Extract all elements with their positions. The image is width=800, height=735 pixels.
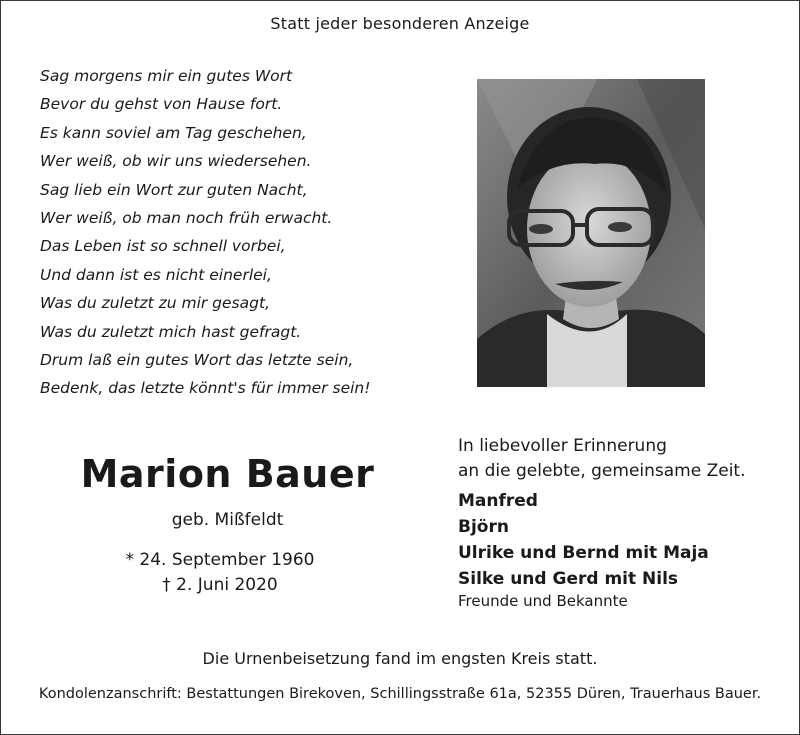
poem-line: Bevor du gehst von Hause fort.	[40, 95, 283, 114]
portrait-illustration	[477, 79, 705, 387]
birth-date: * 24. September 1960	[125, 550, 315, 570]
memory-line: an die gelebte, gemeinsame Zeit.	[458, 461, 746, 481]
poem-line: Bedenk, das letzte könnt's für immer sein!	[40, 379, 371, 398]
poem-line: Was du zuletzt zu mir gesagt,	[40, 294, 270, 313]
poem-line: Wer weiß, ob wir uns wiedersehen.	[40, 152, 312, 171]
family-member: Björn	[458, 517, 509, 537]
notice-header: Statt jeder besonderen Anzeige	[270, 14, 530, 33]
condolence-address: Kondolenzanschrift: Bestattungen Birekoven, Schillingsstraße 61a, 52355 Düren, Trauerhaus Bauer.	[38, 686, 762, 702]
poem-line: Das Leben ist so schnell vorbei,	[40, 237, 286, 256]
poem-line: Und dann ist es nicht einerlei,	[40, 265, 272, 284]
family-member: Ulrike und Bernd mit Maja	[458, 543, 709, 563]
poem-line: Sag morgens mir ein gutes Wort	[40, 67, 293, 85]
memory-line: In liebevoller Erinnerung	[458, 436, 667, 456]
poem-line: Was du zuletzt mich hast gefragt.	[40, 322, 302, 341]
friends-line: Freunde und Bekannte	[458, 592, 628, 610]
poem-line: Es kann soviel am Tag geschehen,	[40, 123, 307, 142]
family-member: Silke und Gerd mit Nils	[458, 569, 679, 589]
poem-line: Drum laß ein gutes Wort das letzte sein,	[40, 351, 354, 370]
poem-line: Wer weiß, ob man noch früh erwacht.	[40, 209, 333, 228]
family-list	[458, 488, 788, 592]
deceased-name: Marion Bauer	[80, 452, 375, 496]
poem	[40, 62, 420, 403]
life-dates	[0, 548, 440, 598]
portrait-photo	[477, 79, 705, 387]
family-member: Manfred	[458, 491, 538, 511]
memory-text	[458, 434, 788, 484]
death-date: † 2. Juni 2020	[162, 575, 278, 595]
maiden-name: geb. Mißfeldt	[171, 510, 284, 530]
poem-line: Sag lieb ein Wort zur guten Nacht,	[40, 180, 308, 199]
urn-notice: Die Urnenbeisetzung fand im engsten Kreis statt.	[202, 649, 598, 668]
